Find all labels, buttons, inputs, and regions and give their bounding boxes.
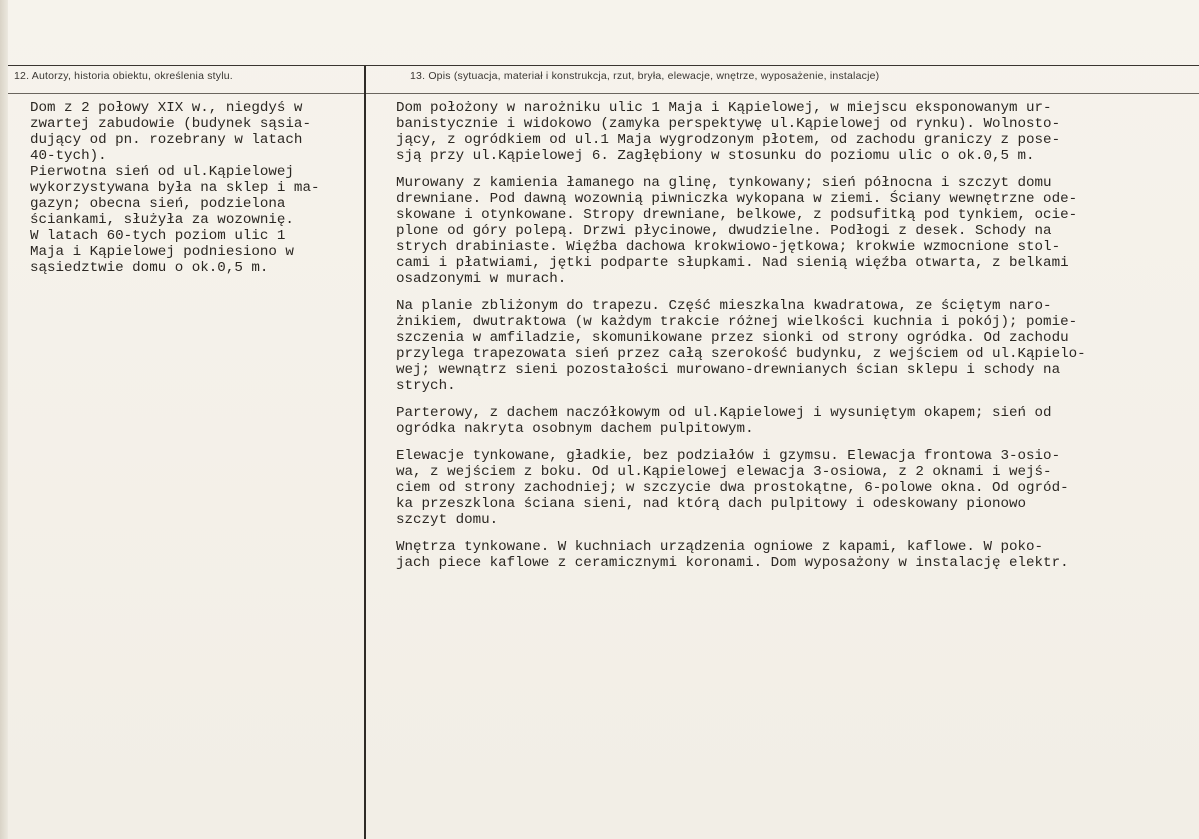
description-line: ogródka nakryta osobnym dachem pulpitowym.: [396, 421, 754, 437]
description-line: żnikiem, dwutraktowa (w każdym trakcie różnej wielkości kuchnia i pokój); pomie-: [396, 314, 1078, 330]
section-13-header: 13. Opis (sytuacja, materiał i konstrukcja, rzut, bryła, elewacje, wnętrze, wyposażenie, instalacje): [410, 70, 880, 82]
history-line: gazyn; obecna sień, podzielona: [30, 196, 286, 212]
description-line: ciem od strony zachodniej; w szczycie dwa prostokątne, 6-polowe okna. Od ogród-: [396, 480, 1069, 496]
description-line: osadzonymi w murach.: [396, 271, 567, 287]
history-line: sąsiedztwie domu o ok.0,5 m.: [30, 260, 269, 276]
page-edge: [0, 0, 8, 839]
description-line: ka przeszklona ściana sieni, nad którą dach pulpitowy i odeskowany pionowo: [396, 496, 1027, 512]
description-line: szczyt domu.: [396, 512, 499, 528]
description-line: strych drabiniaste. Więźba dachowa krokwiowo-jętkowa; krokwie wzmocnione stol-: [396, 239, 1061, 255]
description-line: jący, z ogródkiem od ul.1 Maja wygrodzonym płotem, od zachodu graniczy z pose-: [396, 132, 1061, 148]
history-column: [30, 100, 319, 276]
history-line: Maja i Kąpielowej podniesiono w: [30, 244, 294, 260]
history-line: 40-tych).: [30, 148, 107, 164]
history-line: Pierwotna sień od ul.Kąpielowej: [30, 164, 294, 180]
history-line: ściankami, służyła za wozownię.: [30, 212, 294, 228]
history-line: dujący od pn. rozebrany w latach: [30, 132, 303, 148]
section-12-header: 12. Autorzy, historia obiektu, określenia stylu.: [14, 70, 233, 82]
top-rule: [8, 65, 1199, 66]
description-line: Wnętrza tynkowane. W kuchniach urządzenia ogniowe z kapami, kaflowe. W poko-: [396, 539, 1044, 555]
description-line: wej; wewnątrz sieni pozostałości murowano-drewnianych ścian sklepu i schody na: [396, 362, 1061, 378]
description-line: Murowany z kamienia łamanego na glinę, tynkowany; sień północna i szczyt domu: [396, 175, 1052, 191]
description-line: banistycznie i widokowo (zamyka perspektywę ul.Kąpielowej od rynku). Wolnosto-: [396, 116, 1061, 132]
description-column: [396, 100, 1086, 571]
description-line: Dom położony w narożniku ulic 1 Maja i Kąpielowej, w miejscu eksponowanym ur-: [396, 100, 1052, 116]
description-line: skowane i otynkowane. Stropy drewniane, belkowe, z podsufitką pod tynkiem, ocie-: [396, 207, 1078, 223]
description-line: cami i płatwiami, jętki podparte słupkami. Nad sienią więźba otwarta, z belkami: [396, 255, 1069, 271]
description-line: strych.: [396, 378, 456, 394]
description-line: jach piece kaflowe z ceramicznymi koronami. Dom wyposażony w instalację elektr.: [396, 555, 1069, 571]
description-line: Parterowy, z dachem naczółkowym od ul.Kąpielowej i wysuniętym okapem; sień od: [396, 405, 1052, 421]
header-rule: [8, 93, 1199, 94]
description-line: sją przy ul.Kąpielowej 6. Zagłębiony w stosunku do poziomu ulic o ok.0,5 m.: [396, 148, 1035, 164]
description-line: przylega trapezowata sień przez całą szerokość budynku, z wejściem od ul.Kąpielo-: [396, 346, 1086, 362]
description-line: plone od góry polepą. Drzwi płycinowe, dwudzielne. Podłogi z desek. Schody na: [396, 223, 1052, 239]
description-line: Elewacje tynkowane, gładkie, bez podziałów i gzymsu. Elewacja frontowa 3-osio-: [396, 448, 1061, 464]
history-line: Dom z 2 połowy XIX w., niegdyś w: [30, 100, 303, 116]
description-line: szczenia w amfiladzie, skomunikowane przez sionki od strony ogródka. Od zachodu: [396, 330, 1069, 346]
description-line: drewniane. Pod dawną wozownią piwniczka wykopana w ziemi. Ściany wewnętrzne ode-: [396, 191, 1078, 207]
history-line: wykorzystywana była na sklep i ma-: [30, 180, 320, 196]
description-line: Na planie zbliżonym do trapezu. Część mieszkalna kwadratowa, ze ściętym naro-: [396, 298, 1052, 314]
history-line: zwartej zabudowie (budynek sąsia-: [30, 116, 311, 132]
column-divider: [364, 66, 366, 839]
description-line: wa, z wejściem z boku. Od ul.Kąpielowej elewacja 3-osiowa, z 2 oknami i wejś-: [396, 464, 1052, 480]
history-line: W latach 60-tych poziom ulic 1: [30, 228, 286, 244]
